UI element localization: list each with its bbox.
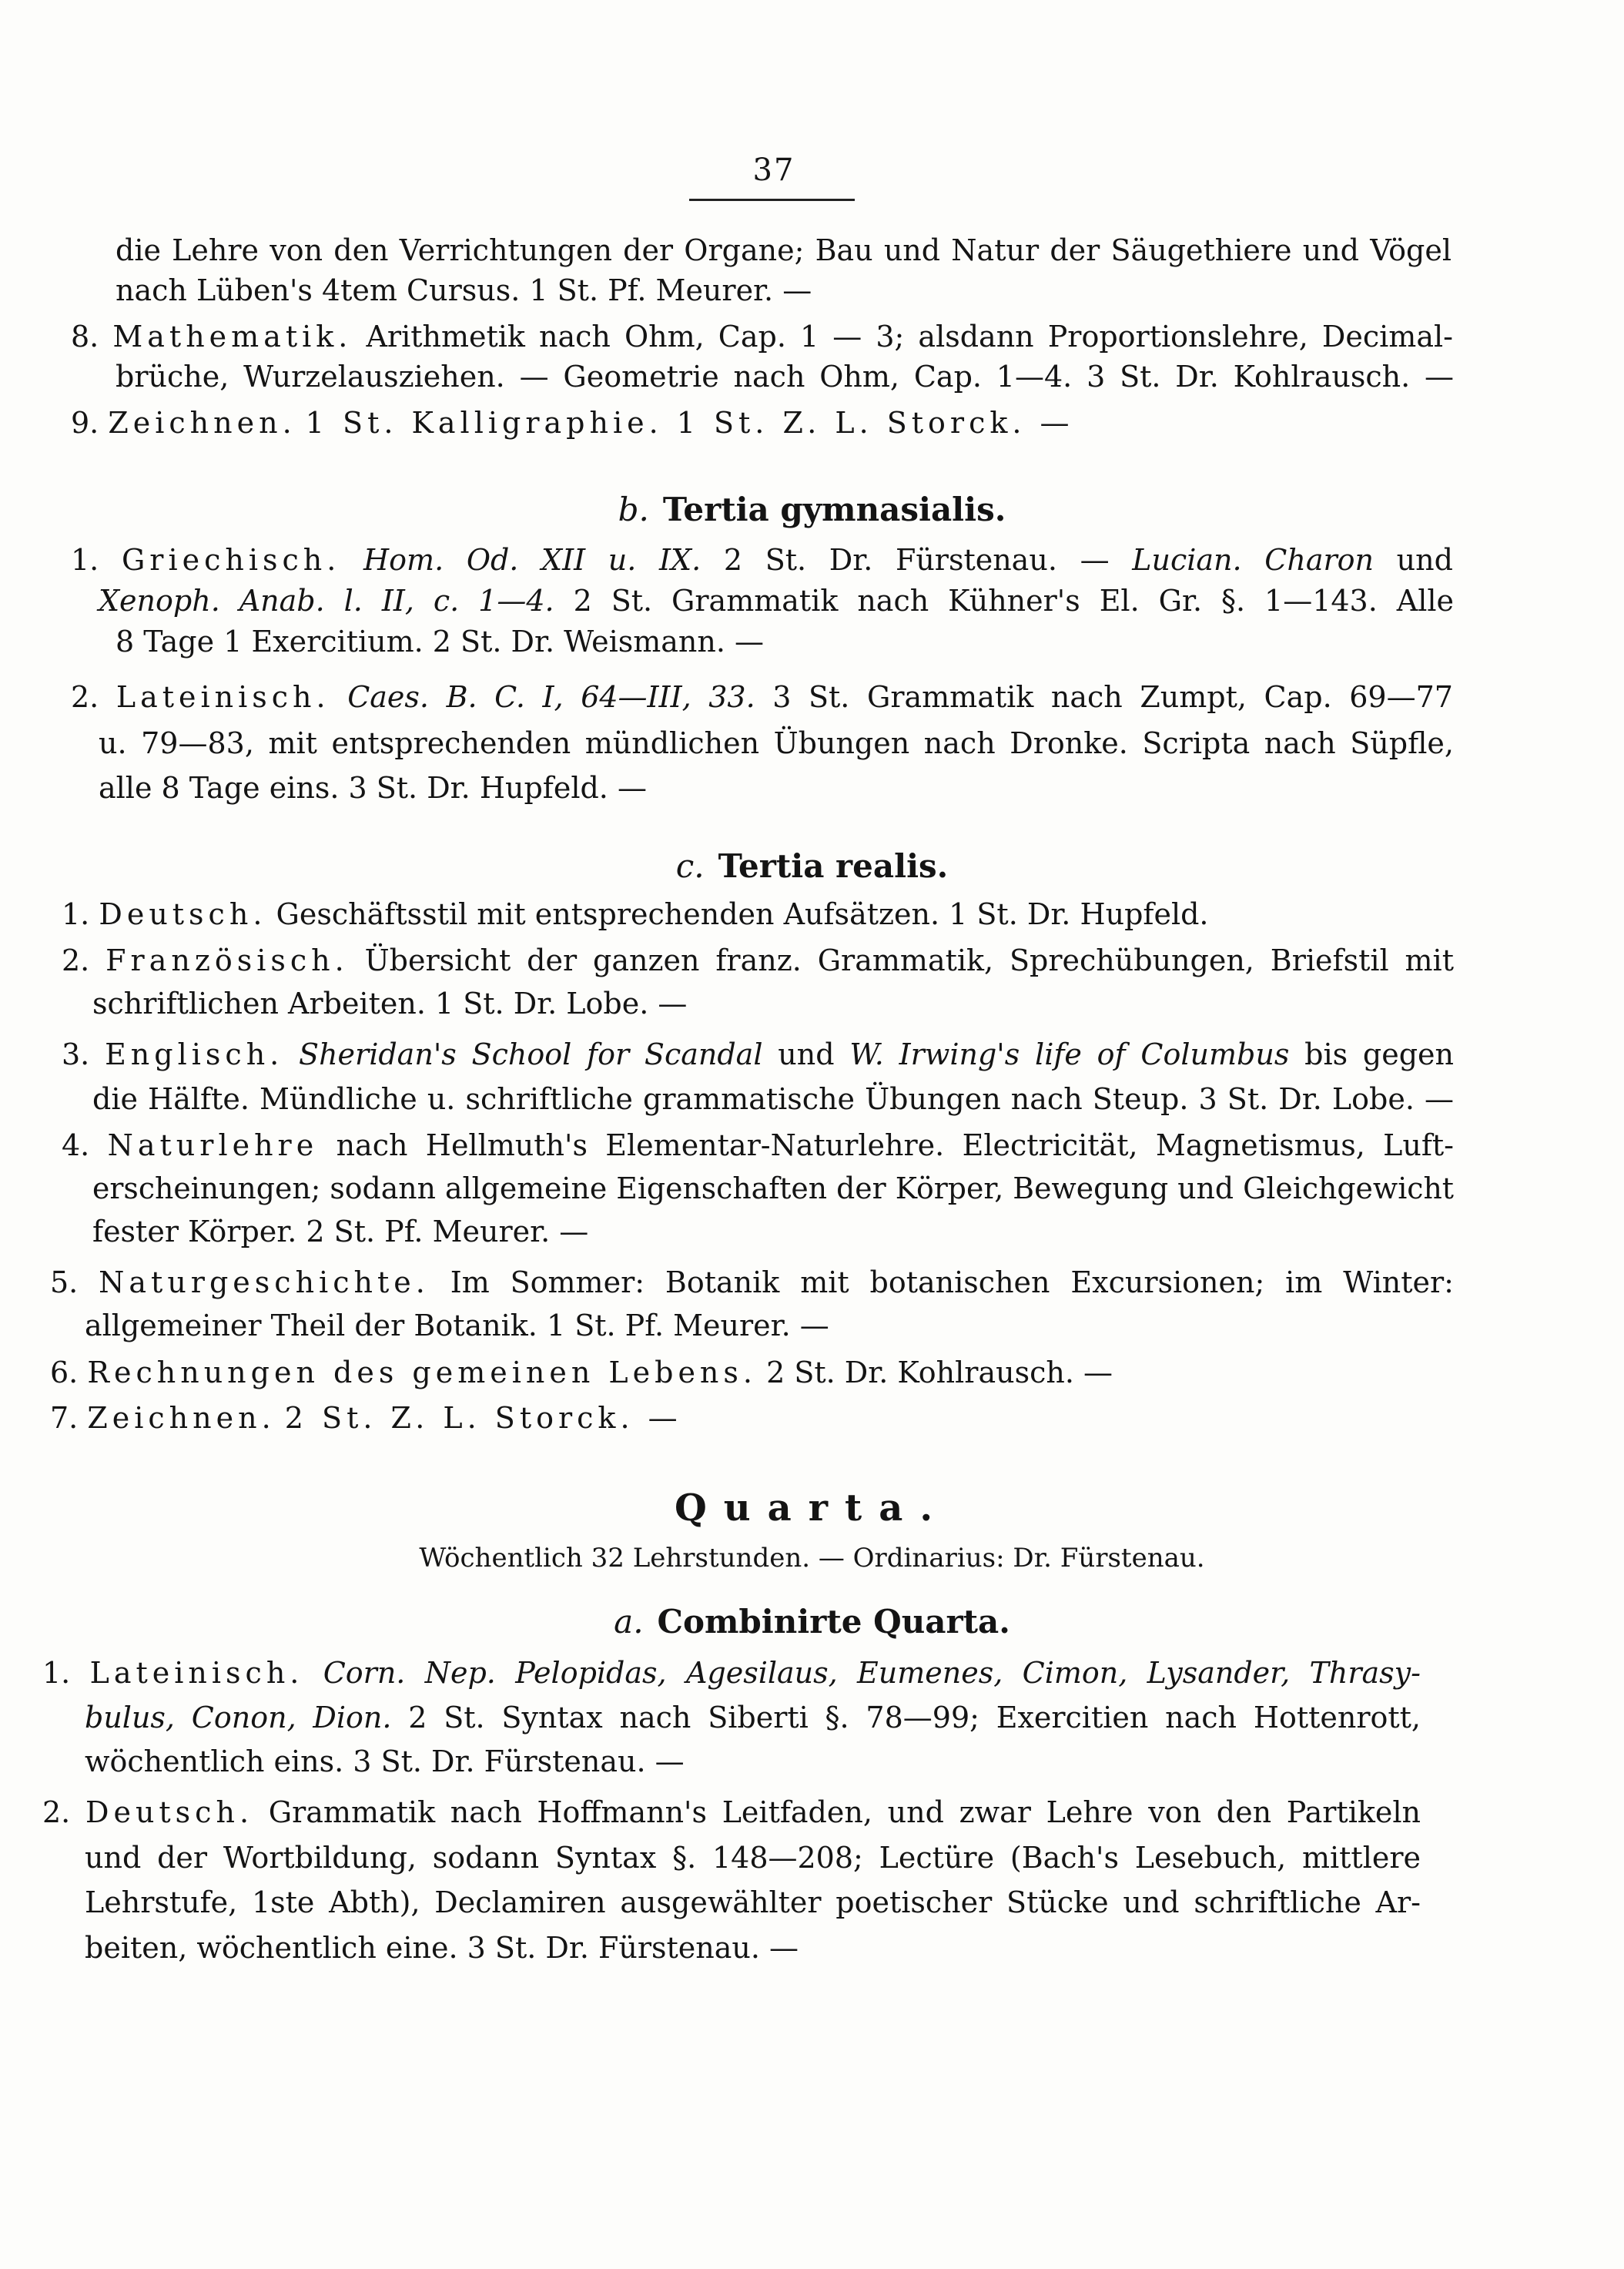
text-line: allgemeiner Theil der Botanik. 1 St. Pf. Meurer. — bbox=[85, 1309, 829, 1342]
book-title: bulus, Conon, Dion. bbox=[85, 1701, 392, 1734]
text-line: Lehrstufe, 1ste Abth), Declamiren ausgewählter poetischer Stücke und schriftliche Ar- bbox=[85, 1885, 1421, 1919]
page-number-rule bbox=[689, 199, 855, 201]
item-text: nach Hellmuth's Elementar-Naturlehre. Electricität, Magnetismus, Luft- bbox=[336, 1128, 1454, 1162]
item-number: 2. bbox=[42, 1795, 71, 1829]
item-number: 1. bbox=[42, 1656, 71, 1690]
section-heading-tertia-gymnasialis bbox=[0, 488, 1624, 531]
item-text: 2 St. Syntax nach Siberti §. 78—99; Exercitien nach Hottenrott, bbox=[408, 1701, 1421, 1734]
list-item-lateinisch bbox=[71, 678, 1453, 716]
heading-title: Combinirte Quarta. bbox=[657, 1603, 1010, 1641]
item-text: und bbox=[778, 1037, 835, 1071]
heading-prefix: c. bbox=[675, 847, 705, 885]
list-item-deutsch bbox=[42, 1793, 1421, 1832]
heading-title: Quarta. bbox=[674, 1486, 950, 1530]
item-number: 7. bbox=[50, 1401, 79, 1435]
item-number: 5. bbox=[50, 1265, 79, 1299]
text-line bbox=[99, 581, 1454, 620]
subject-label: Englisch. bbox=[105, 1037, 284, 1071]
book-title: Corn. Nep. Pelopidas, Agesilaus, Eumenes, Cimon, Lysander, Thrasy- bbox=[323, 1656, 1421, 1690]
heading-title: Tertia realis. bbox=[718, 847, 949, 885]
text-line: u. 79—83, mit entsprechenden mündlichen Übungen nach Dronke. Scripta nach Süpfle, bbox=[99, 726, 1454, 760]
item-number: 2. bbox=[71, 680, 99, 714]
item-text: Geschäftsstil mit entsprechenden Aufsätzen. 1 St. Dr. Hupfeld. bbox=[276, 897, 1209, 931]
book-title: Sheridan's School for Scandal bbox=[299, 1037, 763, 1071]
list-item-franzoesisch bbox=[62, 941, 1454, 980]
item-text: und bbox=[1396, 543, 1453, 577]
item-number: 9. bbox=[71, 406, 99, 440]
text-line: brüche, Wurzelausziehen. — Geometrie nach Ohm, Cap. 1—4. 3 St. Dr. Kohlrausch. — bbox=[116, 360, 1454, 394]
book-title: Xenoph. Anab. l. II, c. 1—4. bbox=[99, 584, 554, 618]
item-text: Übersicht der ganzen franz. Grammatik, Sprechübungen, Briefstil mit bbox=[364, 943, 1454, 977]
quarta-subtitle: Wöchentlich 32 Lehrstunden. — Ordinarius: Dr. Fürstenau. bbox=[419, 1543, 1205, 1574]
text-line bbox=[85, 1698, 1421, 1737]
text-line: schriftlichen Arbeiten. 1 St. Dr. Lobe. — bbox=[92, 987, 688, 1021]
item-text: 2 St. Z. L. Storck. — bbox=[284, 1401, 682, 1435]
item-text: Arithmetik nach Ohm, Cap. 1 — 3; alsdann Proportionslehre, Decimal- bbox=[366, 320, 1453, 354]
item-text: Grammatik nach Hoffmann's Leitfaden, und zwar Lehre von den Partikeln bbox=[268, 1795, 1421, 1829]
text-line: wöchentlich eins. 3 St. Dr. Fürstenau. — bbox=[85, 1744, 685, 1778]
item-number: 8. bbox=[71, 320, 99, 354]
text-line: die Lehre von den Verrichtungen der Organe; Bau und Natur der Säugethiere und Vögel bbox=[116, 233, 1452, 267]
subject-label: Naturlehre bbox=[107, 1128, 319, 1162]
text-line: nach Lüben's 4tem Cursus. 1 St. Pf. Meurer. — bbox=[116, 273, 812, 307]
list-item-zeichnen bbox=[50, 1399, 682, 1437]
book-title: Lucian. Charon bbox=[1132, 543, 1374, 577]
item-number: 6. bbox=[50, 1356, 79, 1389]
item-text: 2 St. Dr. Kohlrausch. — bbox=[766, 1356, 1113, 1389]
text-line: beiten, wöchentlich eine. 3 St. Dr. Fürstenau. — bbox=[85, 1931, 799, 1965]
subject-label: Zeichnen. bbox=[108, 406, 296, 440]
item-text: Im Sommer: Botanik mit botanischen Excursionen; im Winter: bbox=[450, 1265, 1454, 1299]
page-number: 37 bbox=[752, 152, 795, 188]
text-line: alle 8 Tage eins. 3 St. Dr. Hupfeld. — bbox=[99, 771, 647, 805]
item-number: 1. bbox=[62, 897, 90, 931]
book-title: W. Irwing's life of Columbus bbox=[849, 1037, 1290, 1071]
heading-prefix: b. bbox=[618, 491, 649, 528]
list-item-naturlehre bbox=[62, 1126, 1454, 1165]
text-line: fester Körper. 2 St. Pf. Meurer. — bbox=[92, 1215, 589, 1248]
subject-label: Naturgeschichte. bbox=[99, 1265, 430, 1299]
subject-label: Lateinisch. bbox=[116, 680, 330, 714]
text-line: erscheinungen; sodann allgemeine Eigenschaften der Körper, Bewegung und Gleichgewicht bbox=[92, 1171, 1454, 1205]
list-item-englisch bbox=[62, 1035, 1454, 1074]
item-number: 3. bbox=[62, 1037, 90, 1071]
list-item-griechisch bbox=[71, 541, 1453, 579]
subject-label: Mathematik. bbox=[112, 320, 353, 354]
list-item-rechnungen bbox=[50, 1353, 1113, 1392]
list-item-deutsch bbox=[62, 895, 1209, 933]
item-text: 2 St. Dr. Fürstenau. — bbox=[723, 543, 1110, 577]
list-item-zeichnen bbox=[71, 404, 1074, 442]
subject-label: Französisch. bbox=[105, 943, 349, 977]
subject-label: Deutsch. bbox=[99, 897, 267, 931]
text-line: die Hälfte. Mündliche u. schriftliche grammatische Übungen nach Steup. 3 St. Dr. Lobe. — bbox=[92, 1082, 1454, 1116]
item-text: 3 St. Grammatik nach Zumpt, Cap. 69—77 bbox=[772, 680, 1453, 714]
text-line: 8 Tage 1 Exercitium. 2 St. Dr. Weismann. — bbox=[116, 625, 765, 659]
item-number: 1. bbox=[71, 543, 99, 577]
item-text: bis gegen bbox=[1304, 1037, 1454, 1071]
list-item-mathematik bbox=[71, 317, 1453, 356]
item-number: 4. bbox=[62, 1128, 90, 1162]
item-text: 1 St. Kalligraphie. 1 St. Z. L. Storck. — bbox=[305, 406, 1074, 440]
subject-label: Deutsch. bbox=[85, 1795, 254, 1829]
book-title: Caes. B. C. I, 64—III, 33. bbox=[347, 680, 755, 714]
book-title: Hom. Od. XII u. IX. bbox=[363, 543, 702, 577]
text-line: und der Wortbildung, sodann Syntax §. 148—208; Lectüre (Bach's Lesebuch, mittlere bbox=[85, 1841, 1421, 1875]
section-heading-combinirte-quarta bbox=[0, 1600, 1624, 1644]
subject-label: Griechisch. bbox=[121, 543, 341, 577]
heading-prefix: a. bbox=[614, 1603, 644, 1641]
subject-label: Zeichnen. bbox=[87, 1401, 276, 1435]
subject-label: Lateinisch. bbox=[89, 1656, 304, 1690]
section-heading-tertia-realis bbox=[0, 845, 1624, 888]
section-heading-quarta bbox=[0, 1486, 1624, 1531]
item-number: 2. bbox=[62, 943, 90, 977]
list-item-lateinisch bbox=[42, 1654, 1421, 1692]
item-text: 2 St. Grammatik nach Kühner's El. Gr. §. 1—143. Alle bbox=[573, 584, 1454, 618]
heading-title: Tertia gymnasialis. bbox=[662, 491, 1006, 528]
subject-label: Rechnungen des gemeinen Lebens. bbox=[87, 1356, 757, 1389]
list-item-naturgeschichte bbox=[50, 1263, 1454, 1302]
